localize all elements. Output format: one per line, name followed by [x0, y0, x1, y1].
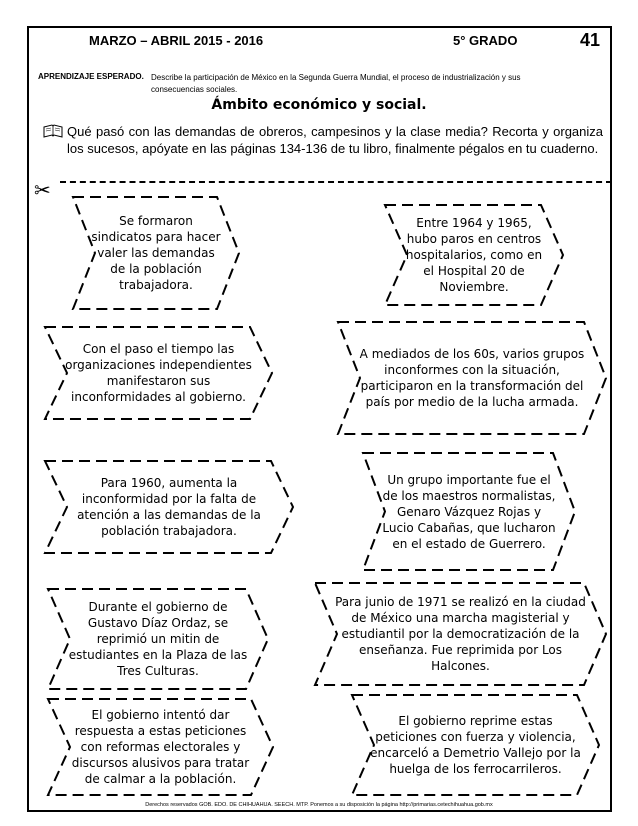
event-card[interactable]: Se formaron sindicatos para hacer valer las demandas de la población trabajadora. — [91, 214, 221, 292]
instructions: Qué pasó con las demandas de obreros, campesinos y la clase media? Recorta y organiza los sucesos, apóyate en las páginas 134-136 de tu libro, finalmente pégalos en tu cuaderno. — [67, 124, 603, 156]
event-card[interactable]: Con el paso el tiempo las organizaciones independientes manifestaron sus inconformidades al gobierno. — [65, 342, 252, 404]
event-card[interactable]: Un grupo importante fue el de los maestros normalistas, Genaro Vázquez Rojas y Lucio Cabañas, que lucharon en el estado de Guerrero. — [382, 472, 556, 551]
scissors-icon: ✂ — [34, 178, 51, 202]
section-title: Ámbito económico y social. — [211, 97, 427, 113]
event-card[interactable]: A mediados de los 60s, varios grupos inconformes con la situación, participaron en la transformación del país por medio de la lucha armada. — [359, 347, 585, 409]
footer: Derechos reservados GOB. EDO. DE CHIHUAHUA. SEECH. MTP. Ponemos a su disposición la página http://primarias.cetechihuahua.gob.mx — [145, 802, 493, 808]
event-card[interactable]: El gobierno reprime estas peticiones con fuerza y violencia, encarceló a Demetrio Vallejo por la huelga de los ferrocarrileros. — [370, 714, 581, 776]
aprendizaje-text: Describe la participación de México en la Segunda Guerra Mundial, el proceso de industrialización y sus consecuencias sociales. — [151, 73, 521, 94]
event-card[interactable]: Durante el gobierno de Gustavo Díaz Ordaz, se reprimió un mitin de estudiantes en la Plaza de las Tres Culturas. — [68, 600, 248, 678]
header-period: MARZO – ABRIL 2015 - 2016 — [89, 33, 264, 48]
event-card[interactable]: El gobierno intentó dar respuesta a estas peticiones con reformas electorales y discursos alusivos para tratar de calmar a la población. — [71, 708, 250, 786]
page-number: 41 — [580, 30, 601, 50]
aprendizaje-label: APRENDIZAJE ESPERADO. — [38, 72, 144, 81]
event-card[interactable]: Entre 1964 y 1965, hubo paros en centros hospitalarios, como en el Hospital 20 de Noviembre. — [405, 216, 543, 294]
event-card[interactable]: Para junio de 1971 se realizó en la ciudad de México una marcha magisterial y estudiantil por la democratización de la enseñanza. Fue reprimida por Los Halcones. — [335, 595, 586, 673]
event-card[interactable]: Para 1960, aumenta la inconformidad por la falta de atención a las demandas de la población trabajadora. — [77, 476, 261, 538]
header-grade: 5° GRADO — [453, 33, 518, 48]
